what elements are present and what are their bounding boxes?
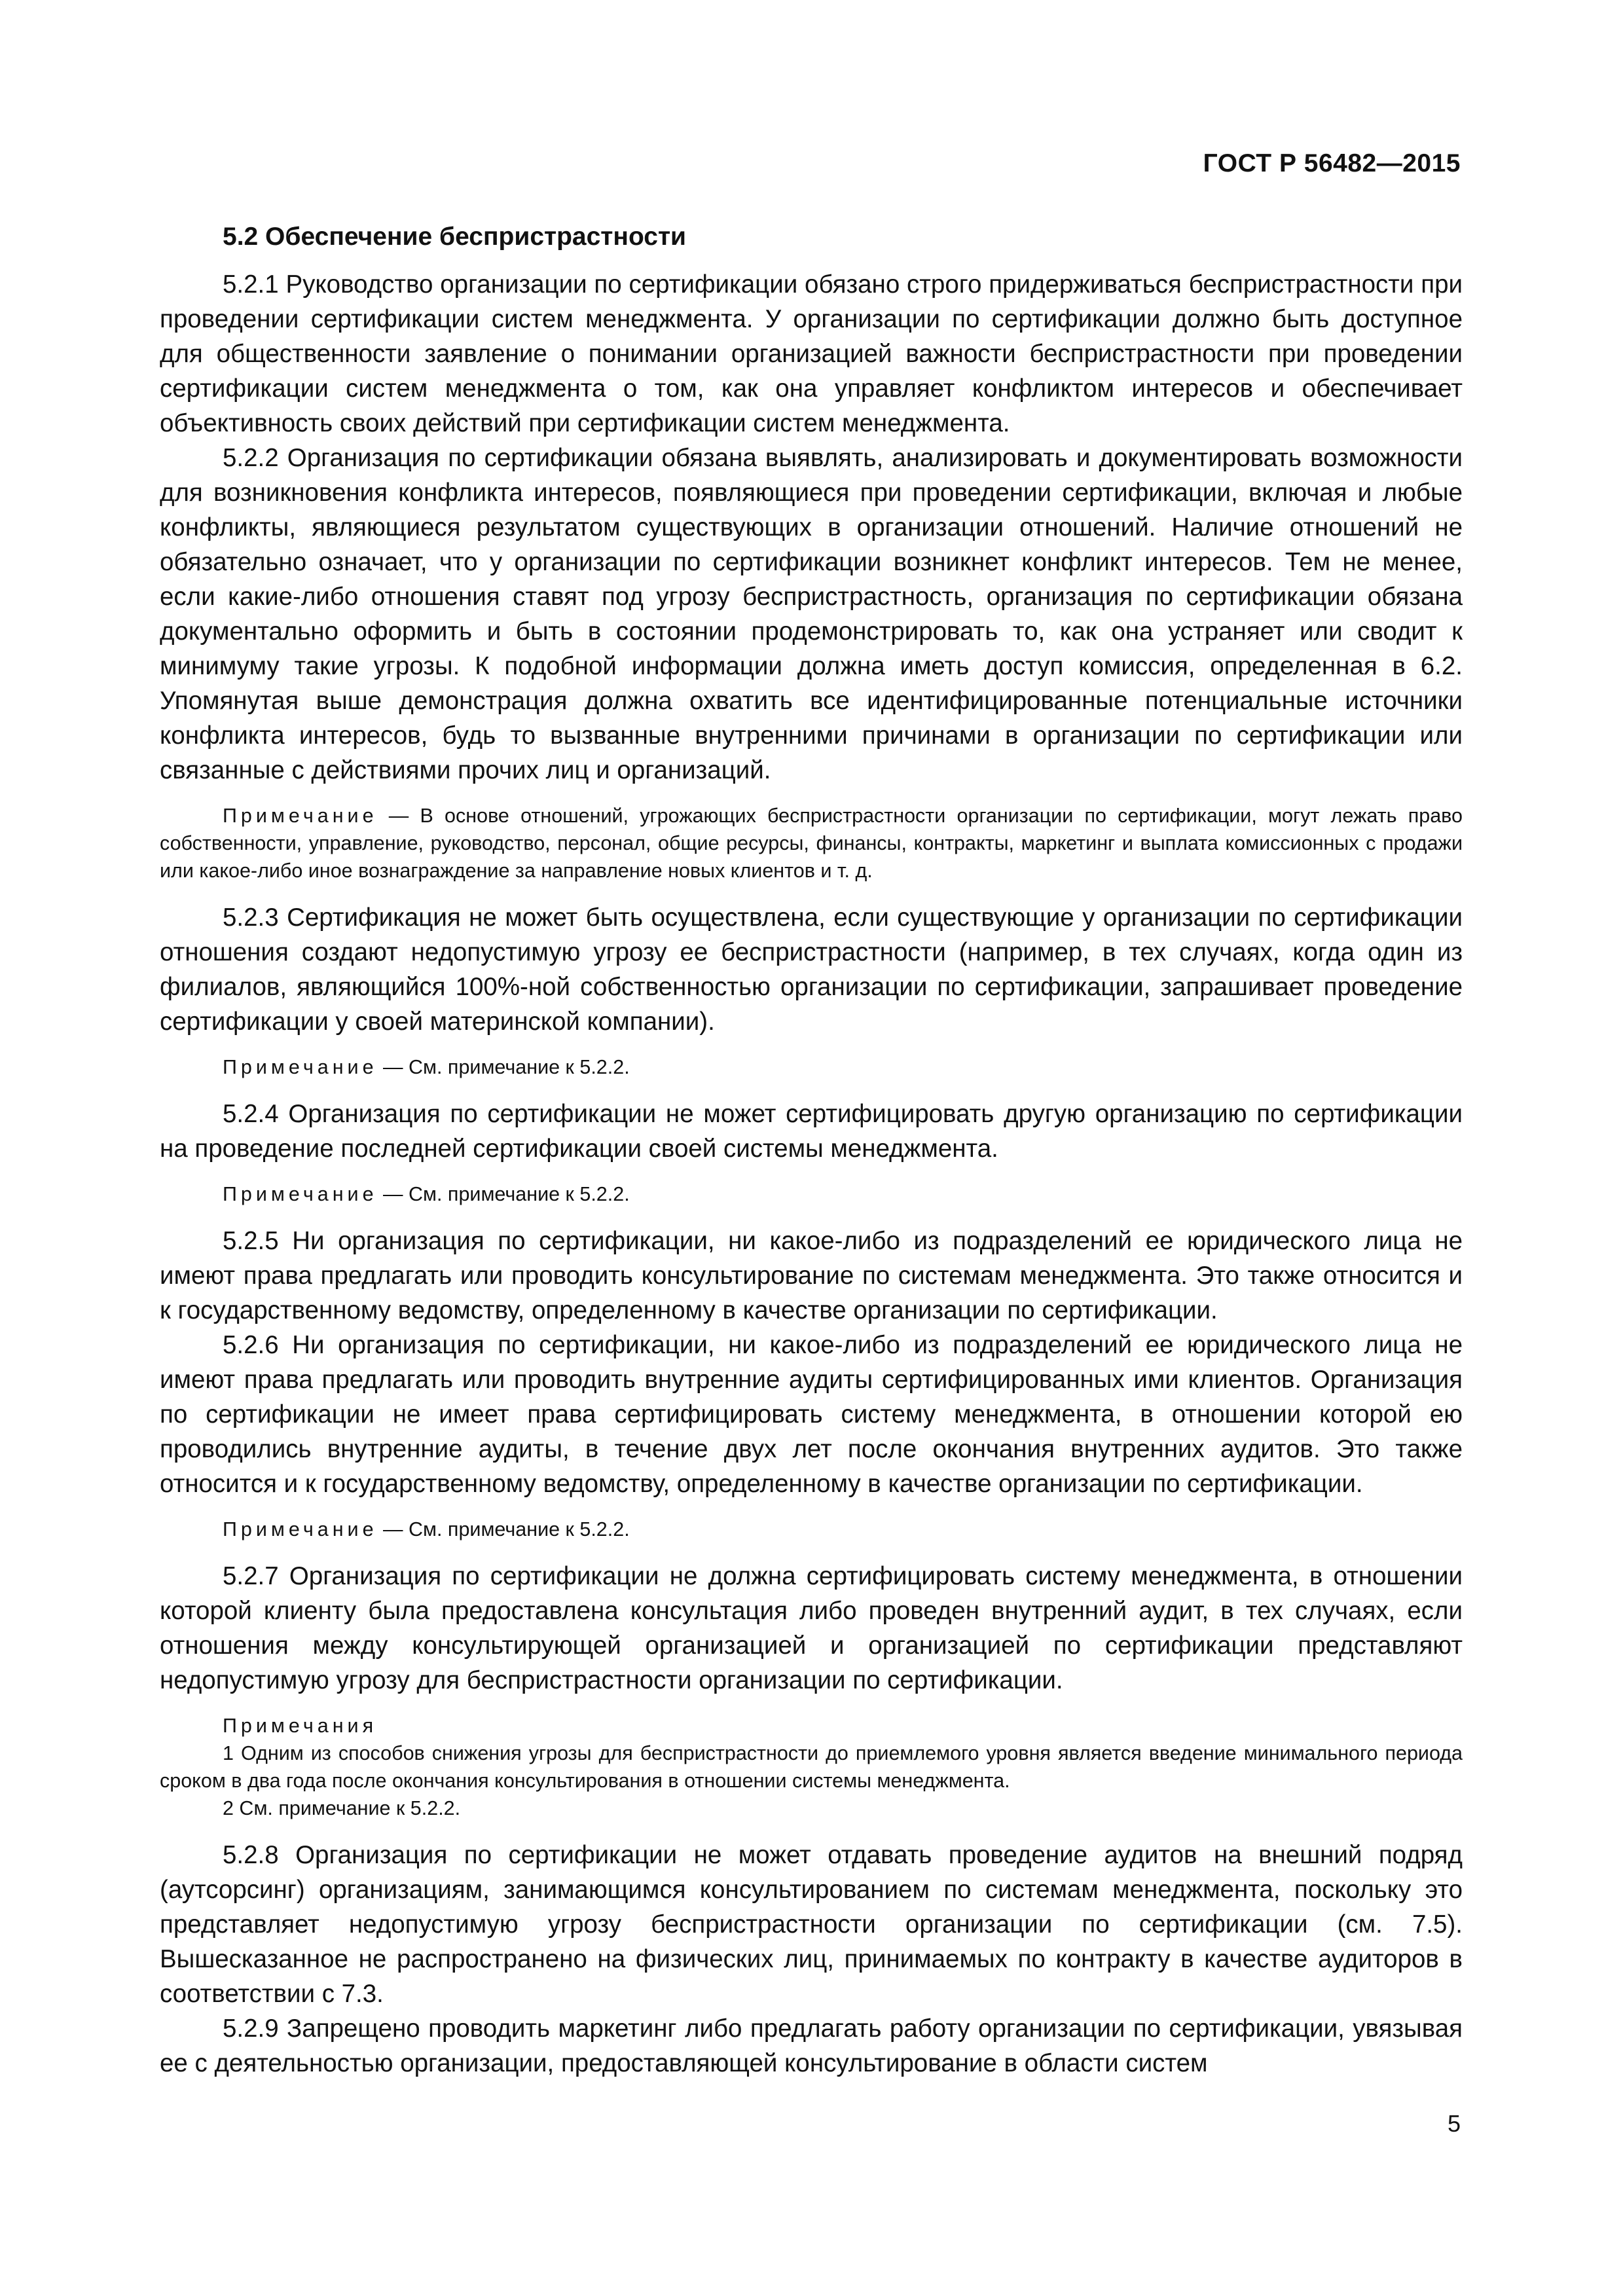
note-5-2-3 (160, 1053, 1463, 1081)
notes-label (160, 1712, 1463, 1740)
note-label: Примечание (223, 1056, 378, 1078)
paragraph-5-2-1: 5.2.1 Руководство организации по сертификации обязано строго придерживаться беспристрастности при проведении сертификации систем менеджмента. У организации по сертификации должно быть доступное для общественности заявление о понимании организацией важности беспристрастности при проведении сертификации систем менеджмента о том, как она управляет конфликтом интересов и обеспечивает объективность своих действий при сертификации систем менеджмента. (160, 270, 1463, 437)
note-label: Примечание (223, 1183, 378, 1205)
paragraph-5-2-8: 5.2.8 Организация по сертификации не может отдавать проведение аудитов на внешний подряд (аутсорсинг) организациям, занимающимся консультированием по системам менеджмента, поскольку это представляет недопустимую угрозу беспристрастности организации по сертификации (см. 7.5). Вышесказанное не распространено на физических лиц, принимаемых по контракту в качестве аудиторов в соответствии с 7.3. (160, 1841, 1463, 2008)
note-text: — См. примечание к 5.2.2. (377, 1056, 630, 1078)
note-text: — В основе отношений, угрожающих беспристрастности организации по сертификации, могут лежать право собственности, управление, руководство, персонал, общие ресурсы, финансы, контракты, маркетинг и выплата комиссионных с продажи или какое-либо иное вознаграждение за направление новых клиентов и т. д. (160, 805, 1463, 882)
note-5-2-4 (160, 1180, 1463, 1208)
note-item-2: 2 См. примечание к 5.2.2. (223, 1797, 461, 1819)
paragraph-5-2-5: 5.2.5 Ни организация по сертификации, ни какое-либо из подразделений ее юридического лица не имеют права предлагать или проводить консультирование по системам менеджмента. Это также относится и к государственному ведомству, определенному в качестве организации по сертификации. (160, 1227, 1463, 1324)
note-5-2-2 (160, 802, 1463, 884)
paragraph-5-2-4: 5.2.4 Организация по сертификации не может сертифицировать другую организацию по сертификации на проведение последней сертификации своей системы менеджмента. (160, 1100, 1463, 1163)
note-item-1: 1 Одним из способов снижения угрозы для беспристрастности до приемлемого уровня является введение минимального периода сроком в два года после окончания консультирования в отношении системы менеджмента. (160, 1742, 1463, 1792)
note-5-2-6 (160, 1516, 1463, 1543)
paragraph-5-2-3: 5.2.3 Сертификация не может быть осуществлена, если существующие у организации по сертификации отношения создают недопустимую угрозу ее беспристрастности (например, в тех случаях, когда один из филиалов, являющийся 100%-ной собственностью организации по сертификации, запрашивает проведение сертификации у своей материнской компании). (160, 903, 1463, 1036)
note-label: Примечание (223, 805, 378, 827)
paragraph-5-2-2: 5.2.2 Организация по сертификации обязана выявлять, анализировать и документировать возможности для возникновения конфликта интересов, появляющиеся при проведении сертификации, включая и любые конфликты, являющиеся результатом существующих в организации отношений. Наличие отношений не обязательно означает, что у организации по сертификации возникнет конфликт интересов. Тем не менее, если какие-либо отношения ставят под угрозу беспристрастность, организация по сертификации обязана документально оформить и быть в состоянии продемонстрировать то, как она устраняет или сводит к минимуму такие угрозы. К подобной информации должна иметь доступ комиссия, определенная в 6.2. Упомянутая выше демонстрация должна охватить все идентифицированные потенциальные источники конфликта интересов, будь то вызванные внутренними причинами в организации по сертификации или связанные с действиями прочих лиц и организаций. (160, 444, 1463, 784)
paragraph-5-2-9: 5.2.9 Запрещено проводить маркетинг либо предлагать работу организации по сертификации, увязывая ее с деятельностью организации, предоставляющей консультирование в области систем (160, 2014, 1463, 2077)
note-text: — См. примечание к 5.2.2. (377, 1518, 630, 1540)
section-title: 5.2 Обеспечение беспристрастности (223, 223, 687, 251)
note-label: Примечание (223, 1518, 378, 1540)
paragraph-5-2-6: 5.2.6 Ни организация по сертификации, ни какое-либо из подразделений ее юридического лица не имеют права предлагать или проводить внутренние аудиты сертифицированных ими клиентов. Организация по сертификации не имеет права сертифицировать систему менеджмента, в отношении которой ею проводились внутренние аудиты, в течение двух лет после окончания внутренних аудитов. Это также относится и к государственному ведомству, определенному в качестве организации по сертификации. (160, 1331, 1463, 1498)
notes-5-2-7 (160, 1712, 1463, 1822)
standard-code-header: ГОСТ Р 56482—2015 (1203, 149, 1461, 177)
page-number: 5 (1447, 2110, 1461, 2137)
document-body (160, 220, 1463, 2081)
note-text: — См. примечание к 5.2.2. (377, 1183, 630, 1205)
notes-label-text: Примечания (223, 1715, 378, 1737)
paragraph-5-2-7: 5.2.7 Организация по сертификации не должна сертифицировать систему менеджмента, в отношении которой клиенту была предоставлена консультация либо проведен внутренний аудит, в тех случаях, если отношения между консультирующей организацией и организацией по сертификации представляют недопустимую угрозу для беспристрастности организации по сертификации. (160, 1562, 1463, 1694)
